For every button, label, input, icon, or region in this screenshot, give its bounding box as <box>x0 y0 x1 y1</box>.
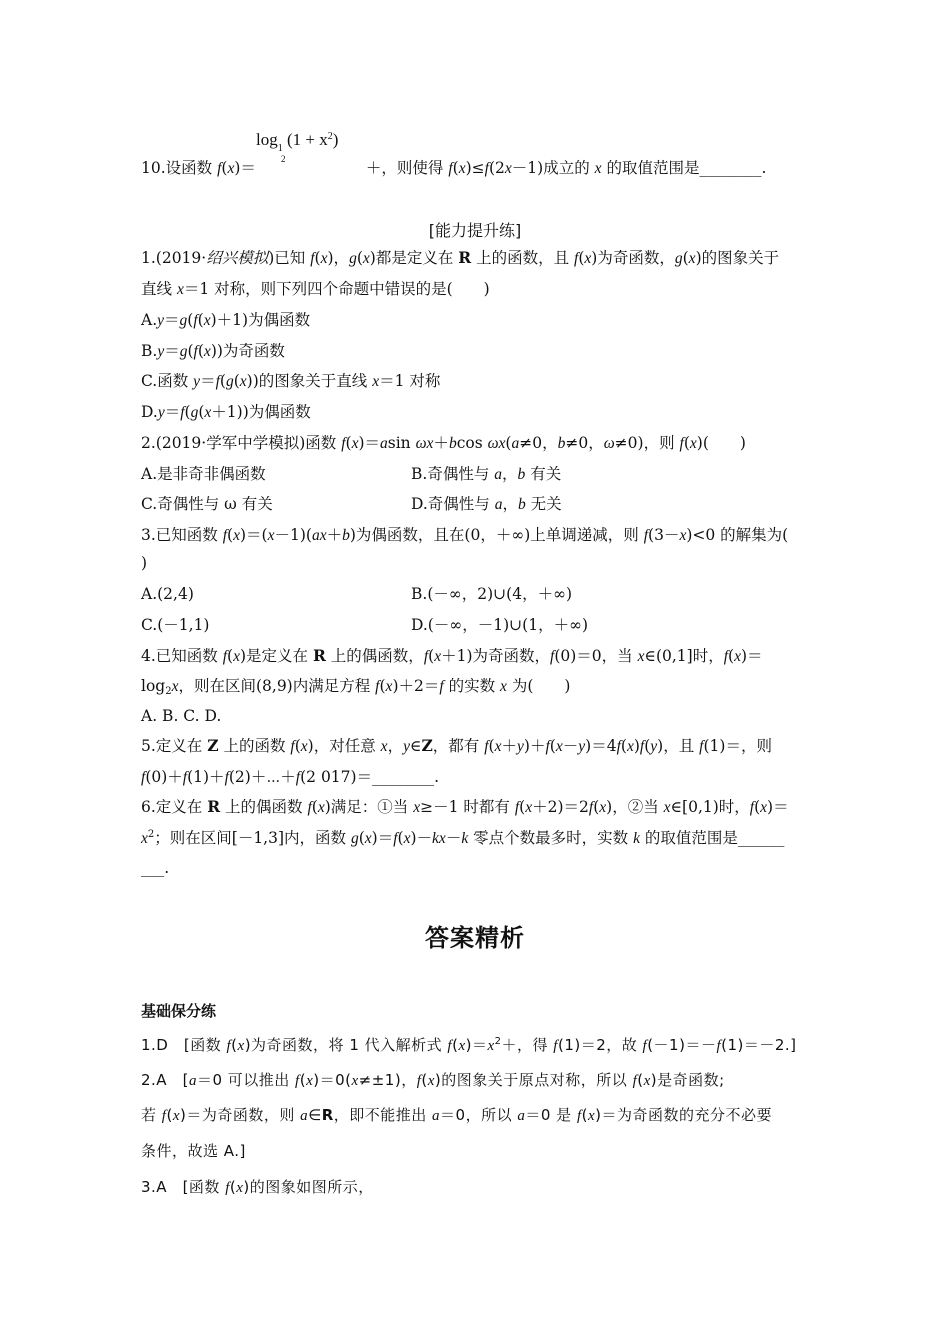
q3-options-row2: C.(－1,1) D.(－∞，－1)∪(1，＋∞) <box>141 616 589 634</box>
q4-stem: 4.已知函数 f(x)是定义在 R 上的偶函数，f(x＋1)为奇函数，f(0)＝0，当 x∈(0,1]时，f(x)＝ <box>141 646 763 665</box>
q1-option-a: A.y＝g(f(x)＋1)为偶函数 <box>141 311 311 329</box>
q1-line2: 直线 x＝1 对称，则下列四个命题中错误的是( ) <box>141 280 490 298</box>
answers-subtitle: 基础保分练 <box>141 1002 217 1020</box>
q2-stem: 2.(2019·学军中学模拟)函数 f(x)＝asin ωx＋bcos ωx(a≠0，b≠0，ω≠0)，则 f(x)( ) <box>141 434 746 452</box>
log-base-denominator: 2 <box>281 154 286 164</box>
q10-line: 10.设函数 f(x)＝ ＋，则使得 f(x)≤f(2x－1)成立的 x 的取值范围是________. <box>141 159 767 177</box>
q2-options-row2: C.奇偶性与 ω 有关 D.奇偶性与 a，b 无关 <box>141 495 562 513</box>
q5-stem-line2: f(0)＋f(1)＋f(2)＋⋯＋f(2 017)＝________. <box>141 768 440 786</box>
q4-options: A. B. C. D. <box>141 707 222 725</box>
answers-title: 答案精析 <box>425 924 525 952</box>
q1-line1: 1.(2019·绍兴模拟)已知 f(x)，g(x)都是定义在 R 上的函数，且 f(x)为奇函数，g(x)的图象关于 <box>141 248 780 267</box>
q1-option-b: B.y＝g(f(x))为奇函数 <box>141 342 285 360</box>
section-title: [能力提升练] <box>428 221 522 240</box>
q1-option-c: C.函数 y＝f(g(x))的图象关于直线 x＝1 对称 <box>141 372 441 390</box>
q3-options-row1: A.(2,4) B.(－∞，2)∪(4，＋∞) <box>141 585 573 603</box>
q3-stem-end: ) <box>141 554 148 572</box>
q6-stem: 6.定义在 R 上的偶函数 f(x)满足：①当 x≥－1 时都有 f(x＋2)＝2f(x)，②当 x∈[0,1)时，f(x)＝ <box>141 797 789 816</box>
q4-stem-line2: $\log_2x$，则在区间(8,9)内满足方程 f(x)＋2＝f 的实数 x 为( ) <box>141 677 571 697</box>
q6-stem-line3: ___. <box>141 859 170 877</box>
q6-stem-line2: $x^2$；则在区间[－1,3]内，函数 g(x)＝f(x)－kx－k 零点个数最多时，实数 k 的取值范围是______ <box>141 829 785 847</box>
answer-2-line1: 2.A [a＝0 可以推出 f(x)＝0(x≠±1)，f(x)的图象关于原点对称，所以 f(x)是奇函数; <box>141 1071 725 1089</box>
answer-2-line3: 条件，故选 A.] <box>141 1142 246 1160</box>
q3-stem: 3.已知函数 f(x)＝(x－1)(ax＋b)为偶函数，且在(0，＋∞)上单调递减，则 f(3－x)<0 的解集为( <box>141 526 789 544</box>
q5-stem: 5.定义在 Z 上的函数 f(x)，对任意 x，y∈Z，都有 f(x＋y)＋f(x－y)＝4f(x)f(y)，且 f(1)＝，则 <box>141 736 772 755</box>
log-expression: $\log_1 (1 + x^2)$ <box>256 130 339 154</box>
q1-option-d: D.y＝f(g(x＋1))为偶函数 <box>141 403 311 421</box>
q2-options-row1: A.是非奇非偶函数 B.奇偶性与 a，b 有关 <box>141 465 562 483</box>
answer-3: 3.A [函数 f(x)的图象如图所示， <box>141 1178 374 1196</box>
answer-2-line2: 若 f(x)＝为奇函数，则 a∈R，即不能推出 a＝0，所以 a＝0 是 f(x)＝为奇函数的充分不必要 <box>141 1106 773 1124</box>
answer-1: 1.D [函数 f(x)为奇函数，将 1 代入解析式 $f(x)=x^2+$，得 f(1)＝2，故 f(－1)＝－f(1)＝－2.] <box>141 1036 797 1054</box>
